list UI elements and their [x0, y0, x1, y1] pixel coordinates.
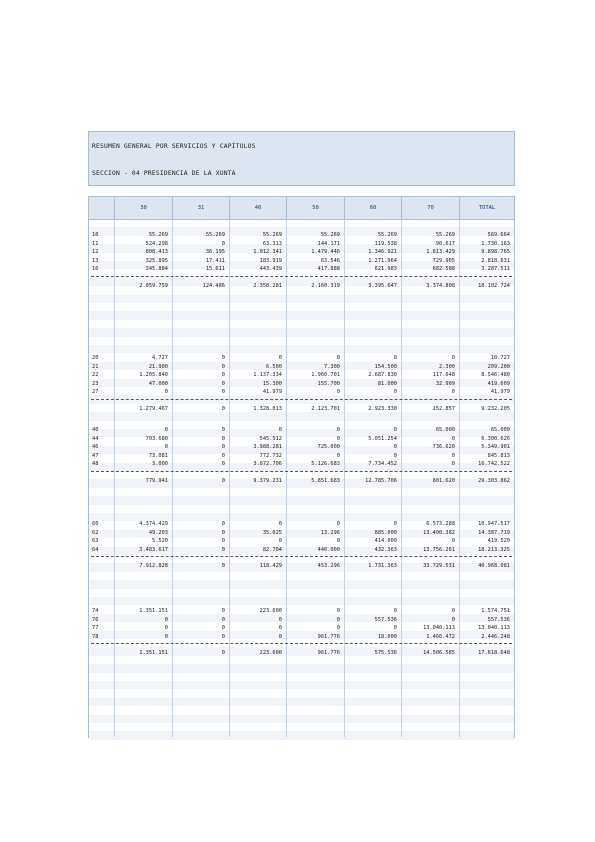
value-cell: 21.900 [148, 363, 168, 370]
value-cell: 144.171 [317, 240, 340, 247]
row-code: 77 [92, 625, 99, 631]
subtotal-row [89, 405, 514, 414]
value-cell: 0 [164, 625, 168, 631]
value-cell: 0 [336, 625, 340, 631]
value-cell: 7.912.828 [139, 563, 168, 569]
value-cell: 29.303.862 [478, 477, 510, 484]
value-cell: 414.000 [374, 538, 397, 544]
value-cell: 117.648 [432, 372, 455, 378]
value-cell: 65.000 [435, 427, 455, 433]
value-cell: 1.346.921 [368, 249, 397, 255]
value-cell: 73.081 [148, 452, 168, 459]
row-stripe [89, 496, 514, 504]
value-cell: 0 [278, 625, 282, 631]
value-cell: 7.300 [324, 363, 340, 370]
value-cell: 63.546 [320, 257, 340, 264]
value-cell: 209.200 [487, 363, 510, 370]
value-cell: 6.300.626 [481, 435, 510, 442]
row-stripe [89, 345, 514, 353]
value-cell: 2.818.631 [481, 257, 510, 264]
value-cell: 5.349.901 [481, 444, 510, 450]
table-row [89, 460, 514, 469]
value-cell: 325.895 [145, 257, 168, 264]
value-cell: 0 [221, 389, 225, 395]
value-cell: 55.269 [320, 232, 340, 238]
row-code: 27 [92, 389, 99, 395]
value-cell: 0 [278, 427, 282, 433]
value-cell: 0 [221, 608, 225, 614]
value-cell: 0 [451, 608, 455, 614]
value-cell: 1.960.701 [311, 372, 340, 378]
value-cell: 0 [393, 521, 397, 527]
table-row [89, 388, 514, 397]
value-cell: 1.479.446 [311, 249, 340, 255]
row-code: 11 [92, 240, 99, 247]
value-cell: 0 [221, 546, 225, 553]
value-cell: 0 [393, 608, 397, 614]
value-cell: 885.000 [374, 529, 397, 536]
value-cell: 0 [336, 355, 340, 361]
value-cell: 0 [164, 427, 168, 433]
value-cell: 2.687.830 [368, 372, 397, 378]
row-code: 40 [92, 427, 99, 433]
value-cell: 2.160.319 [311, 282, 340, 289]
value-cell: 13.040.113 [478, 625, 510, 631]
row-code: 22 [92, 372, 99, 378]
value-cell: 0 [336, 608, 340, 614]
value-cell: 0 [278, 355, 282, 361]
value-cell: 0 [221, 529, 225, 536]
value-cell: 961.776 [317, 633, 340, 640]
value-cell: 152.857 [432, 405, 455, 412]
value-cell: 0 [221, 355, 225, 361]
value-cell: 1.466.472 [426, 633, 455, 640]
value-cell: 154.500 [374, 363, 397, 370]
value-cell: 961.776 [317, 650, 340, 656]
row-stripe [89, 580, 514, 588]
value-cell: 0 [164, 633, 168, 640]
value-cell: 124.486 [202, 282, 225, 289]
value-cell: 0 [451, 461, 455, 467]
value-cell: 14.506.585 [423, 650, 455, 656]
value-cell: 0 [451, 538, 455, 544]
row-code: 23 [92, 380, 99, 387]
subtotal-separator [91, 471, 512, 472]
value-cell: 6.500 [266, 363, 282, 370]
value-cell: 18.213.325 [478, 546, 510, 553]
value-cell: 575.536 [374, 650, 397, 656]
value-cell: 1.205.840 [139, 372, 168, 378]
value-cell: 2.923.330 [368, 405, 397, 412]
value-cell: 1.351.151 [139, 608, 168, 614]
value-cell: 0 [221, 625, 225, 631]
table-header-row [89, 197, 514, 220]
section-title: SECCION - 04 PRESIDENCIA DE LA XUNTA [92, 170, 236, 177]
value-cell: 419.520 [487, 538, 510, 544]
value-cell: 801.620 [432, 477, 455, 484]
value-cell: 0 [451, 355, 455, 361]
value-cell: 0 [393, 355, 397, 361]
value-cell: 1.012.341 [253, 249, 282, 255]
value-cell: 183.919 [259, 257, 282, 264]
value-cell: 808.413 [145, 249, 168, 255]
value-cell: 15.611 [205, 266, 225, 272]
column-header: 40 [229, 197, 286, 219]
value-cell: 41.979 [262, 389, 282, 395]
column-header: 70 [401, 197, 459, 219]
table-row [89, 633, 514, 642]
value-cell: 18.000 [377, 633, 397, 640]
column-header: 30 [114, 197, 172, 219]
value-cell: 41.979 [490, 389, 510, 395]
value-cell: 1.279.467 [139, 405, 168, 412]
row-code: 78 [92, 633, 99, 640]
subtotal-separator [91, 276, 512, 277]
value-cell: 14.387.719 [478, 529, 510, 536]
value-cell: 0 [393, 452, 397, 459]
row-stripe [89, 715, 514, 723]
value-cell: 55.269 [148, 232, 168, 238]
row-stripe [89, 597, 514, 605]
value-cell: 55.269 [262, 232, 282, 238]
value-cell: 6.573.288 [426, 521, 455, 527]
value-cell: 13.040.113 [423, 625, 455, 631]
value-cell: 3.483.617 [139, 546, 168, 553]
value-cell: 9.898.765 [481, 249, 510, 255]
value-cell: 0 [393, 389, 397, 395]
value-cell: 0 [451, 616, 455, 623]
row-code: 62 [92, 529, 99, 536]
value-cell: 0 [278, 521, 282, 527]
value-cell: 36.195 [205, 249, 225, 255]
value-cell: 9.379.231 [253, 477, 282, 484]
value-cell: 47.000 [148, 380, 168, 387]
value-cell: 0 [221, 477, 225, 484]
value-cell: 0 [336, 616, 340, 623]
value-cell: 0 [221, 461, 225, 467]
value-cell: 524.298 [145, 240, 168, 247]
value-cell: 63.313 [262, 240, 282, 247]
value-cell: 90.617 [435, 240, 455, 247]
value-cell: 419.609 [487, 380, 510, 387]
value-cell: 0 [164, 616, 168, 623]
row-code: 13 [92, 257, 99, 264]
row-code: 76 [92, 616, 99, 623]
value-cell: 2.059.759 [139, 282, 168, 289]
value-cell: 0 [336, 389, 340, 395]
value-cell: 0 [393, 427, 397, 433]
value-cell: 545.512 [259, 435, 282, 442]
row-stripe [89, 311, 514, 319]
column-header: TOTAL [459, 197, 514, 219]
value-cell: 0 [451, 452, 455, 459]
row-code: 20 [92, 355, 99, 361]
value-cell: 0 [336, 435, 340, 442]
value-cell: 4.374.429 [139, 521, 168, 527]
value-cell: 35.025 [262, 529, 282, 536]
value-cell: 1.731.363 [368, 563, 397, 569]
value-cell: 49.203 [148, 529, 168, 536]
value-cell: 223.600 [259, 650, 282, 656]
row-code: 63 [92, 538, 99, 544]
value-cell: 432.363 [374, 546, 397, 553]
value-cell: 55.269 [377, 232, 397, 238]
value-cell: 5.051.254 [368, 435, 397, 442]
value-cell: 223.600 [259, 608, 282, 614]
row-code: 16 [92, 266, 99, 272]
value-cell: 736.620 [432, 444, 455, 450]
value-cell: 0 [164, 389, 168, 395]
value-cell: 0 [221, 563, 225, 569]
value-cell: 1.271.964 [368, 257, 397, 264]
value-cell: 0 [336, 521, 340, 527]
subtotal-row [89, 282, 514, 291]
value-cell: 0 [221, 427, 225, 433]
column-header: 31 [172, 197, 229, 219]
value-cell: 557.536 [374, 616, 397, 623]
column-header [89, 197, 114, 219]
value-cell: 12.785.706 [365, 477, 397, 484]
value-cell: 703.680 [145, 435, 168, 442]
value-cell: 0 [336, 538, 340, 544]
row-stripe [89, 681, 514, 689]
value-cell: 13.756.261 [423, 546, 455, 553]
table-row [89, 546, 514, 555]
value-cell: 82.704 [262, 546, 282, 553]
value-cell: 15.300 [262, 380, 282, 387]
row-code: 21 [92, 363, 99, 370]
subtotal-separator [91, 643, 512, 644]
value-cell: 0 [393, 444, 397, 450]
value-cell: 621.983 [374, 266, 397, 272]
value-cell: 2.446.248 [481, 633, 510, 640]
value-cell: 119.538 [374, 240, 397, 247]
column-header: 60 [344, 197, 401, 219]
value-cell: 443.439 [259, 266, 282, 272]
value-cell: 55.269 [205, 232, 225, 238]
value-cell: 0 [278, 616, 282, 623]
value-cell: 3.988.281 [253, 444, 282, 450]
value-cell: 0 [221, 363, 225, 370]
value-cell: 0 [221, 633, 225, 640]
subtotal-separator [91, 556, 512, 557]
value-cell: 2.300 [439, 363, 455, 370]
subtotal-row [89, 477, 514, 486]
value-cell: 1.137.334 [253, 372, 282, 378]
value-cell: 0 [278, 633, 282, 640]
row-code: 12 [92, 249, 99, 255]
row-code: 48 [92, 461, 99, 467]
row-code: 46 [92, 444, 99, 450]
value-cell: 10.947.517 [478, 521, 510, 527]
subtotal-row [89, 562, 514, 571]
column-header: 50 [286, 197, 344, 219]
value-cell: 1.813.429 [426, 249, 455, 255]
value-cell: 7.734.452 [368, 461, 397, 467]
row-code: 47 [92, 452, 99, 459]
value-cell: 118.429 [259, 563, 282, 569]
value-cell: 3.395.647 [368, 282, 397, 289]
value-cell: 417.888 [317, 266, 340, 272]
value-cell: 569.664 [487, 232, 510, 238]
row-code: 44 [92, 435, 99, 442]
value-cell: 0 [221, 372, 225, 378]
report-title: RESUMEN GENERAL POR SERVICIOS Y CAPÍTULOS [92, 143, 256, 150]
summary-table [88, 196, 515, 738]
value-cell: 55.269 [435, 232, 455, 238]
subtotal-row [89, 649, 514, 658]
row-code: 64 [92, 546, 99, 553]
report-header [88, 131, 515, 186]
value-cell: 725.000 [317, 444, 340, 450]
value-cell: 0 [221, 380, 225, 387]
subtotal-separator [91, 399, 512, 400]
value-cell: 1.351.151 [139, 650, 168, 656]
value-cell: 0 [221, 435, 225, 442]
value-cell: 3.374.808 [426, 282, 455, 289]
value-cell: 0 [278, 538, 282, 544]
value-cell: 13.400.382 [423, 529, 455, 536]
value-cell: 0 [221, 650, 225, 656]
value-cell: 682.588 [432, 266, 455, 272]
value-cell: 81.000 [377, 380, 397, 387]
value-cell: 3.000 [152, 461, 168, 467]
row-code: 60 [92, 521, 99, 527]
value-cell: 10.727 [490, 355, 510, 361]
value-cell: 0 [336, 452, 340, 459]
value-cell: 0 [221, 240, 225, 247]
value-cell: 0 [221, 538, 225, 544]
value-cell: 779.941 [145, 477, 168, 484]
value-cell: 0 [221, 616, 225, 623]
row-stripe [89, 731, 514, 739]
value-cell: 4.727 [152, 355, 168, 361]
value-cell: 0 [451, 389, 455, 395]
value-cell: 345.884 [145, 266, 168, 272]
value-cell: 32.909 [435, 380, 455, 387]
value-cell: 729.905 [432, 257, 455, 264]
value-cell: 1.574.751 [481, 608, 510, 614]
value-cell: 0 [164, 444, 168, 450]
value-cell: 5.851.683 [311, 477, 340, 484]
value-cell: 0 [336, 427, 340, 433]
value-cell: 5.520 [152, 538, 168, 544]
value-cell: 2.358.281 [253, 282, 282, 289]
row-stripe [89, 664, 514, 672]
value-cell: 2.123.701 [311, 405, 340, 412]
value-cell: 5.126.683 [311, 461, 340, 467]
value-cell: 453.296 [317, 563, 340, 569]
value-cell: 557.536 [487, 616, 510, 623]
value-cell: 17.618.648 [478, 650, 510, 656]
value-cell: 9.232.205 [481, 405, 510, 412]
value-cell: 65.000 [490, 427, 510, 433]
value-cell: 845.813 [487, 452, 510, 459]
row-code: 10 [92, 232, 99, 238]
value-cell: 0 [393, 625, 397, 631]
value-cell: 0 [221, 452, 225, 459]
value-cell: 33.729.531 [423, 563, 455, 569]
value-cell: 17.411 [205, 257, 225, 264]
value-cell: 40.968.081 [478, 563, 510, 569]
value-cell: 0 [221, 521, 225, 527]
value-cell: 3.287.511 [481, 266, 510, 272]
row-stripe [89, 295, 514, 303]
value-cell: 18.102.724 [478, 282, 510, 289]
value-cell: 3.872.706 [253, 461, 282, 467]
value-cell: 0 [221, 405, 225, 412]
value-cell: 1.328.013 [253, 405, 282, 412]
row-stripe [89, 698, 514, 706]
value-cell: 772.732 [259, 452, 282, 459]
value-cell: 8.546.480 [481, 372, 510, 378]
value-cell: 1.730.163 [481, 240, 510, 247]
value-cell: 16.742.522 [478, 461, 510, 467]
value-cell: 0 [221, 444, 225, 450]
value-cell: 440.000 [317, 546, 340, 553]
table-row [89, 265, 514, 274]
row-code: 74 [92, 608, 99, 614]
value-cell: 13.296 [320, 529, 340, 536]
row-stripe [89, 328, 514, 336]
value-cell: 0 [451, 435, 455, 442]
value-cell: 155.700 [317, 380, 340, 387]
